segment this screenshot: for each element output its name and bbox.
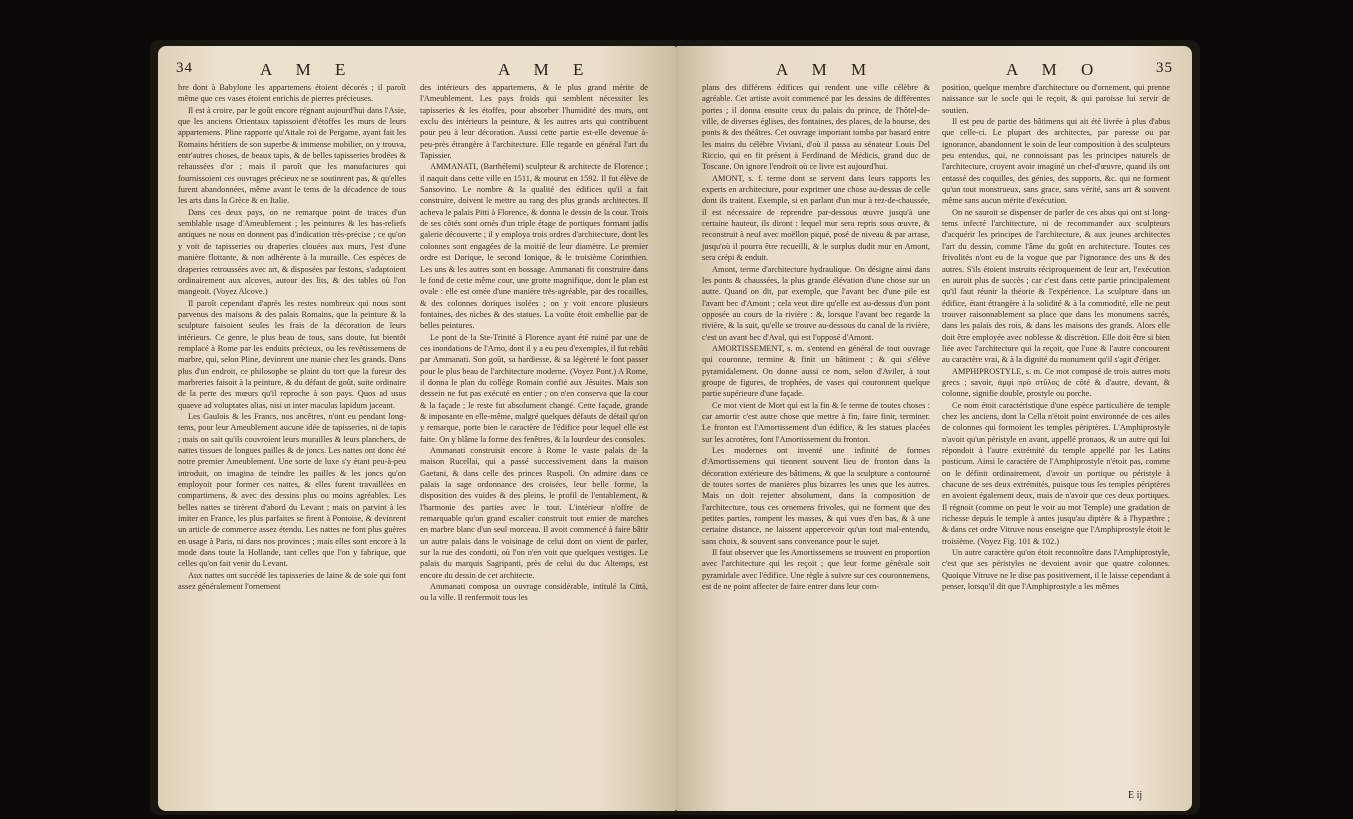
paragraph: Il faut observer que les Amortissemens se trouvent en proportion avec l'architecture qui les reçoit ; que leur forme générale soit pyramidale avec l'édifice. Une règle à suivre sur ces couronnemens, est de ne point affecter de faire entrer dans leur com- bbox=[702, 548, 930, 592]
paragraph: Aux nattes ont succédé les tapisseries de laine & de soie qui font assez généralement l'ornement bbox=[178, 570, 406, 592]
left-running-head-left: A M E bbox=[260, 60, 356, 79]
left-page-header bbox=[158, 60, 676, 80]
paragraph: AMONT, s. f. terme dont se servent dans leurs rapports les experts en architecture, pour exprimer une chose au-dessus de celle dont ils traitent. Exemple, si en parlant d'un mur à rez-de-chaussée, il est nécessaire de reprendre par-dessous œuvre jusqu'à une certaine hauteur, ils diront : lequel mur sera repris sous œuvre, & reconstruit à neuf avec moëllon piqué, posé de niveau & par arrase, jusqu'où il pourra être recueilli, & le surplus dudit mur en Amont, sera crépi & enduit. bbox=[702, 173, 930, 263]
left-page-number: 34 bbox=[176, 60, 193, 76]
paragraph: On ne sauroit se dispenser de parler de ces abus qui ont si long-tems infecté l'architecture, ni de recommander aux sculpteurs d'acquérir les principes de l'architecture, & aux jeunes architectes l'art du dessin, comme l'âme du goût en architecture. Toutes ces frivolités n'ont eu de la vogue que par l'ignorance des uns & des autres. S'ils étoient instruits réciproquement de leur art, l'exécution en auroit plus de succès ; car c'est dans cette partie principalement qu'il faut réunir la théorie & l'expérience. La sculpture dans un édifice, étant étrangère à la solidité & à la commodité, elle ne peut trouver raisonnablement sa place que dans les monumens sacrés, dans les palais des rois, & dans les maisons des grands. Alors elle doit être employée avec noblesse & discrétion. Elle doit être si bien liée avec l'architecture qui la reçoit, que l'une & l'autre concourent au caractère vrai, & à la dignité du monument qu'il s'agit d'ériger. bbox=[942, 207, 1170, 365]
paragraph: AMPHIPROSTYLE, s. m. Ce mot composé de trois autres mots grecs ; savoir, ἀμφὶ πρὸ στῦλος de côté & d'autre, devant, & colonne, signifie double, prostyle ou porche. bbox=[942, 366, 1170, 399]
paragraph: Ammanati composa un ouvrage considérable, intitulé la Città, ou la ville. Il renfermoit tous les bbox=[420, 582, 648, 603]
paragraph: Les Gaulois & les Francs, nos ancêtres, n'ont eu pendant long-tems, pour leur Ameublement aucune idée de tapisseries, ni de tapis ; mais on sait qu'ils couvroient leurs murailles & leurs planchers, de nattes tissues de longues pailles & de joncs. Les nattes ont donc été notre premier Ameublement. Une sorte de luxe s'y étant peu-à-peu introduit, on imagina de teindre les pailles & les joncs qu'on employoit pour former ces nattes, & elles furent travaillées en compartimens, & avec des dessins plus ou moins agréables. Les belles nattes se tirèrent d'abord du Levant ; mais on parvint à les imiter en France, les plus parfaites se firent à Pontoise, & devinrent un article de commerce assez étendu. Les nattes ne font plus guères en usage à Paris, ni dans nos provinces ; mais elles sont encore à la mode dans toute la Hollande, tant celles que l'on y fabrique, que celles qu'on fait venir du Levant. bbox=[178, 411, 406, 569]
right-page-header bbox=[676, 60, 1192, 80]
paragraph: Il paroît cependant d'après les restes nombreux qui nous sont parvenus des maisons & des palais Romains, que la peinture & la sculpture faisoient seules les frais de la décoration de leurs intérieurs. Ce genre, le plus beau de tous, sans doute, fut bientôt remplacé à Rome par les enduits précieux, ou les revêtissemens de marbre, qui, selon Pline, devinrent une manie chez les grands. Dans plus d'un endroit, ce philosophe se plaint du tort que la fureur des marbreries faisoit à la peinture, & du défaut de goût, suite ordinaire de la perte des mœurs qu'il reproche à son pays. Quos ad usus quaeve ad voluptates alias, nisi ut inter maculas lapidum jaceant. bbox=[178, 298, 406, 410]
paragraph: position, quelque membre d'architecture ou d'ornement, qui prenne naissance sur le socle qui le reçoit, & qui paroisse lui servir de soutien. bbox=[942, 83, 1170, 115]
paragraph: Le pont de la Ste-Trinité à Florence ayant été ruiné par une de ces inondations de l'Arno, dont il y a eu peu d'exemples, il fut rebâti par Ammanati. Son goût, sa hardiesse, & sa légèreté le font passer pour le plus beau de l'architecture moderne. (Voyez Pont.) A Rome, il donna le plan du collège Romain confié aux Jésuites. Mais son dessein ne fut pas exécuté en entier ; on n'en conserva que la cour & la façade ; le reste fut absolument changé. Cette façade, grande & imposante en elle-même, malgré quelques défauts de détail qu'on y remarque, porte bien le caractère de l'édifice pour lequel elle est faite. On y blâme la forme des fenêtres, & la lourdeur des consoles. bbox=[420, 332, 648, 444]
paragraph: Il est à croire, par le goût encore régnant aujourd'hui dans l'Asie, que les anciens Orientaux tapissoient d'étoffes les murs de leurs appartemens. Pline rapporte qu'Attale roi de Pergame, ayant fait les Romains héritiers de son superbe & immense mobilier, on y trouva, entr'autres choses, de beaux tapis, & de belles tapisseries brodées & rehaussées d'or ; mais il paroît que les manufactures qui fournissoient ces ouvrages précieux ne se soutinrent pas, & qu'elles furent abandonnées, même avant le tems de la décadence de tous les arts dans la Grèce & en Italie. bbox=[178, 105, 406, 206]
paragraph: AMORTISSEMENT, s. m. s'entend en général de tout ouvrage qui couronne, termine & finit un bâtiment ; & qui s'élève pyramidalement. On donne aussi ce nom, selon d'Aviler, à tout groupe de figures, de trophées, de vases qui couronnent quelque partie supérieure d'une façade. bbox=[702, 343, 930, 399]
left-running-head-right: A M E bbox=[498, 60, 594, 79]
signature-mark: E ij bbox=[1128, 790, 1143, 801]
paragraph: Il est peu de partie des bâtimens qui ait été livrée à plus d'abus que celle-ci. Le plupart des architectes, par paresse ou par ignorance, abandonnent le soin de leur composition à des sculpteurs peu entendus, qui, ne connoissant pas les principes naturels de l'architecture, croyent avoir imaginé un chef-d'œuvre, quand ils ont entassé des coquilles, des génies, des supports, &c. qui ne forment qu'un tout monstrueux, sans grace, sans vérité, sans art & souvent même sans aucun mérite d'exécution. bbox=[942, 117, 1170, 206]
right-running-head-right: A M O bbox=[1006, 60, 1104, 79]
paragraph: bre dont à Babylone les appartemens étoient décorés ; il paroît même que ces vases étoient enrichis de pierres précieuses. bbox=[178, 83, 406, 104]
right-page-column-1 bbox=[702, 82, 930, 592]
right-page-number: 35 bbox=[1156, 60, 1173, 76]
paragraph: Dans ces deux pays, on ne remarque point de traces d'un semblable usage d'Ameublement ; les peintures & les bas-reliefs antiques ne nous en donnent pas d'indication très-précise ; ce qu'on y voit de tapisseries ou draperies clouées aux murs, l'est d'une manière flottante, & non adhérente à la muraille. Ces espèces de draperies retroussées avec art, & disposées par festons, s'adaptoient ordinairement aux alcoves, autour des lits, & des tables où l'on mangeoit. (Voyez Alcove.) bbox=[178, 207, 406, 297]
paragraph: Ce mot vient de Mort qui est la fin & le terme de toutes choses : car amortir c'est autre chose que mettre à fin, faire finir, terminer. Le fronton est l'Amortissement d'un édifice, & les statues placées sur les acrotères, font l'Amortissement du fronton. bbox=[702, 400, 930, 444]
paragraph: Ce nom étoit caractéristique d'une espèce particulière de temple chez les anciens, dont la Cella n'étoit point environnée de ces ailes de colonnes qui formoient les temples périptères. L'Amphiprostyle n'avoit qu'un péristyle en avant, appellé pronaos, & un autre qui lui répondoit à l'autre extrémité du temple appellé par les Latins posticum. Ainsi le caractère de l'Amphiprostyle n'étoit pas, comme on le définit ordinairement, d'avoir un portique ou péristyle à chacune de ses deux extrémités, puisque tous les temples périptères en avoient également deux, mais de n'avoir que ces deux portiques. Il régnoit (comme on peut le voir au mot Temple) une gradation de richesse depuis le temple à antes jusqu'au diptère & à l'hypæthre ; & dans cet ordre Vitruve nous enseigne que l'Amphiprostyle étoit le troisième. (Voyez Fig. 101 & 102.) bbox=[942, 400, 1170, 546]
open-book bbox=[150, 40, 1200, 815]
paragraph: Ammanati construisit encore à Rome le vaste palais de la maison Rucellai, qui a passé successivement dans la maison Gaetani, & dans celle des princes Ruspoli. On admire dans ce palais la sage ordonnance des croisées, leur belle forme, la disposition des vuides & des pleins, le profil de l'entablement, & l'harmonie des parties avec le tout. L'intérieur n'offre de remarquable qu'un grand escalier construit tout entier de marches en marbre blanc d'un seul morceau. Il avoit commencé à faire bâtir un autre palais dans le voisinage de celui dont on vient de parler, sur la rue des condotti, où l'on n'en voit que quelques vestiges. Le palais du marquis Sagripanti, près de celui du duc Altemps, est encore du dessin de cet architecte. bbox=[420, 446, 648, 580]
paragraph: des intérieurs des appartemens, & le plus grand mérite de l'Ameublement. Les pays froids qui semblent nécessiter les tapisseries & les étoffes, pour absorber l'humidité des murs, ont exclu des intérieurs la peinture, & les autres arts qui contribuent pour peu à leur décoration. Aussi cette partie est-elle devenue à-peu-près étrangère à l'architecture. Elle regarde en général l'art du Tapissier. bbox=[420, 83, 648, 161]
left-page bbox=[158, 46, 676, 811]
paragraph: Les modernes ont inventé une infinité de formes d'Amortissemens qui tiennent souvent lieu de fronton dans la décoration extérieure des bâtimens, & que la sculpture a contourné de toutes sortes de manières plus bizarres les unes que les autres. Mais on doit rejetter absolument, dans la composition de l'architecture, tous ces ornemens frivoles, qui ne forment que des petites parties, rompent les masses, & qui vues d'en bas, & à une certaine distance, ne laissent appercevoir qu'un tout mal-entendu, sans choix, & souvent sans convenance pour le sujet. bbox=[702, 446, 930, 546]
right-page bbox=[676, 46, 1192, 811]
left-page-column-1 bbox=[178, 82, 406, 592]
left-page-column-2 bbox=[420, 82, 648, 604]
paragraph: Un autre caractère qu'on étoit reconnoître dans l'Amphiprostyle, c'est que ses péristyles ne devoient avoir que quatre colonnes. Quoique Vitruve ne le dise pas positivement, il le laisse cependant à penser, lorsqu'il dit que l'Amphiprostyle a les mêmes bbox=[942, 548, 1170, 592]
paragraph: plans des différens édifices qui rendent une ville célèbre & agréable. Cet artiste avoit commencé par les dessins de différentes portes ; il donna ensuite ceux du palais du prince, de l'hôtel-de-ville, de diverses églises, des fontaines, des places, de la bourse, des ponts & des théâtres. Cet ouvrage important tomba par hasard entre les mains du célèbre Viviani, d'où il passa au sénateur Louis Del Riccio, qui en fit présent à Ferdinand de Médicis, grand duc de Toscane. On ignore l'endroit où ce livre est aujourd'hui. bbox=[702, 83, 930, 172]
right-page-column-2 bbox=[942, 82, 1170, 592]
paragraph: Amont, terme d'architecture hydraulique. On désigne ainsi dans les ponts & chaussées, la plus grande élévation d'une chose sur un autre. Quand on dit, par exemple, que l'avant bec d'une pile est l'avant bec d'Amont ; cela veut dire qu'elle est au-dessus d'un pont opposée au cours de la rivière : &, lorsque l'avant bec regarde la rivière, & la suit, qu'elle se trouve au-dessous du canal de la rivière, c'est un avant bec d'Aval, qui est l'opposé d'Amont. bbox=[702, 264, 930, 342]
paragraph: AMMANATI, (Barthélemi) sculpteur & architecte de Florence ; il naquit dans cette ville en 1511, & mourut en 1592. Il fut élève de Sansovino. Le nombre & la qualité des édifices qu'il a fait construire, doivent le mettre au rang des plus grands architectes. Il acheva le palais Pitti à Florence, & donna le dessin de la cour. Trois de ses côtés sont ornés d'un triple étage de portiques formant jadis galerie découverte ; il y employa trois ordres d'architecture, dont les colonnes sont engagées de la moitié de leur diamètre. Le premier ordre est Dorique, le second Ionique, & le troisième Corinthien. Les uns & les autres sont en bossage. Ammanati fit construire dans le fond de cette même cour, une grotte magnifique, dont le plan est ovale : elle est ornée d'une manière très-agréable, par des rocailles, & des colonnes doriques isolées ; on y voit encore plusieurs fontaines, des niches & des statues. La voûte étoit embellie par de belles peintures. bbox=[420, 162, 648, 331]
right-running-head-left: A M M bbox=[776, 60, 877, 79]
